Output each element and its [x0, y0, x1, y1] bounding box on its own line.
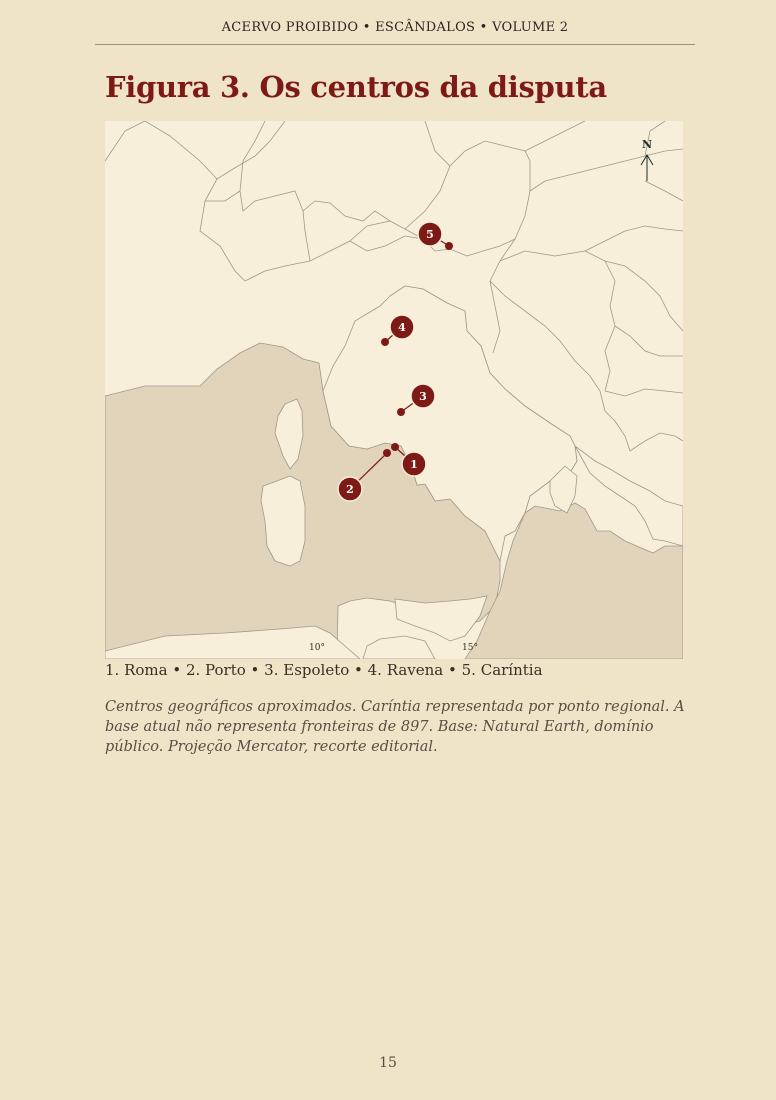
marker-5-number: 5 [426, 228, 434, 241]
page-number: 15 [379, 1055, 397, 1071]
running-head: ACERVO PROIBIDO • ESCÂNDALOS • VOLUME 2 [95, 0, 695, 45]
marker-1-number: 1 [410, 458, 418, 471]
marker-4-number: 4 [398, 321, 406, 334]
longitude-label-10: 10° [309, 643, 325, 653]
map-figure [105, 121, 683, 659]
longitude-label-15: 15° [462, 643, 478, 653]
figure-title: Figura 3. Os centros da disputa [105, 70, 607, 104]
marker-2-number: 2 [346, 483, 354, 496]
map-legend: 1. Roma • 2. Porto • 3. Espoleto • 4. Ravena • 5. Caríntia [105, 661, 543, 679]
figure-note: Centros geográficos aproximados. Caríntia representada por ponto regional. A base atual não representa fronteiras de 897. Base: Natural Earth, domínio público. Projeção Mercator, recorte editorial. [105, 699, 685, 755]
north-label: N [641, 138, 653, 151]
map-svg [105, 121, 683, 659]
marker-3-number: 3 [419, 390, 427, 403]
